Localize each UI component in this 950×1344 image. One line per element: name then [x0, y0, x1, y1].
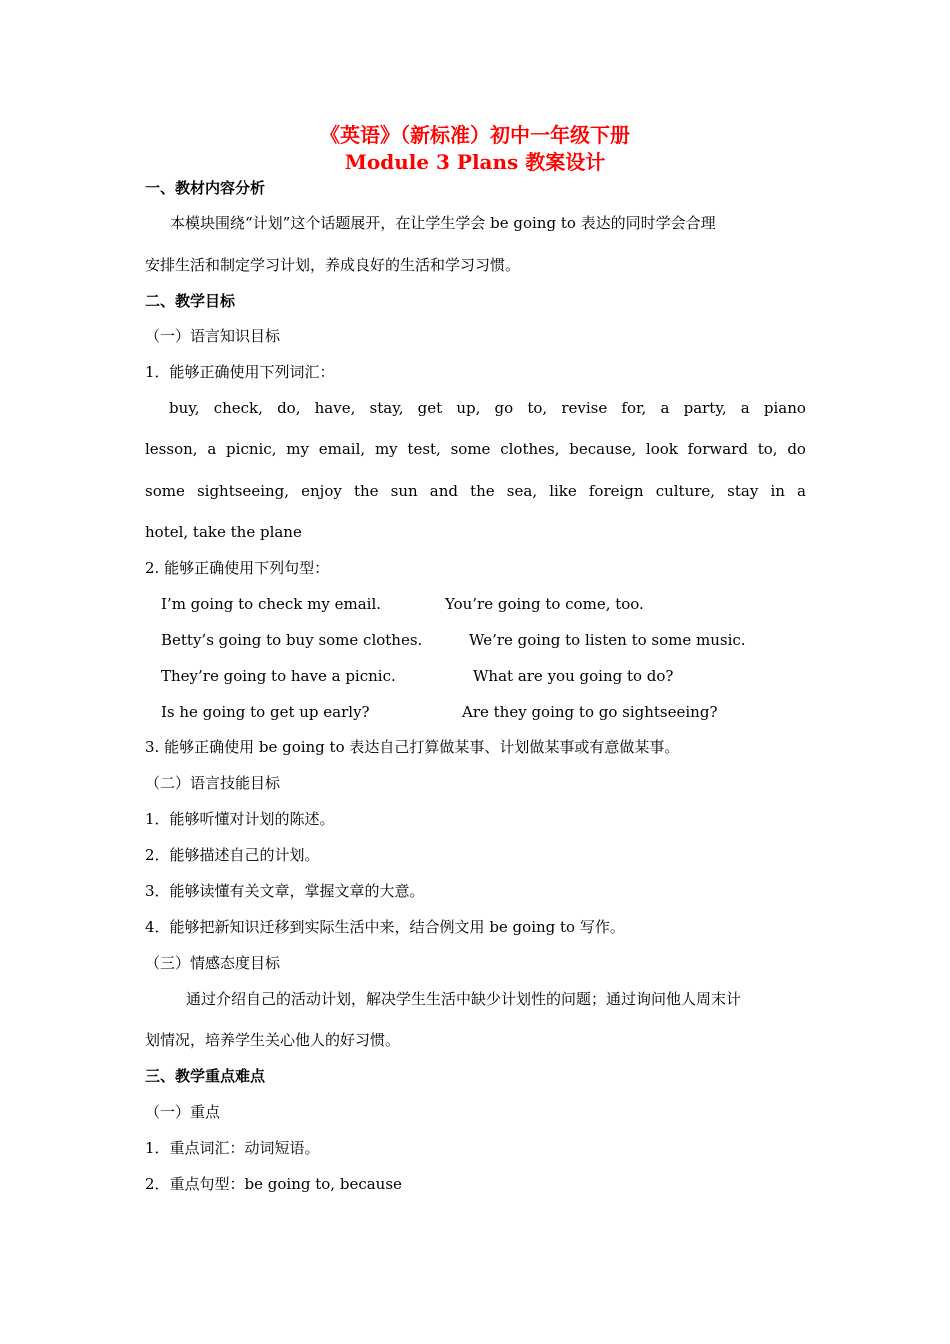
vocabulary-word: sightseeing, [196, 482, 290, 500]
section-heading-material-analysis: 一、教材内容分析 [145, 179, 266, 197]
document-title-line1: 《英语》（新标准）初中一年级下册 [320, 123, 630, 147]
vocabulary-word: the [470, 482, 495, 500]
vocabulary-word: party, [683, 399, 727, 417]
vocabulary-word: a [797, 482, 806, 500]
vocabulary-word: do [787, 440, 806, 458]
vocabulary-word: to, [527, 399, 548, 417]
vocabulary-word: some [450, 440, 491, 458]
sentence-pattern: I’m going to check my email. [161, 595, 382, 613]
objective-item-vocabulary: 1．能够正确使用下列词汇： [145, 363, 335, 381]
vocabulary-word: my [374, 440, 398, 458]
material-analysis-paragraph-line2: 安排生活和制定学习计划，养成良好的生活和学习习惯。 [145, 256, 521, 274]
key-point-item: 1．重点词汇：动词短语。 [145, 1139, 320, 1157]
vocabulary-word: stay [727, 482, 759, 500]
vocabulary-word: in [770, 482, 785, 500]
vocabulary-line-2 [145, 438, 806, 460]
subheading-key-points: （一）重点 [145, 1103, 221, 1121]
vocabulary-word: get [417, 399, 443, 417]
section-heading-key-difficult-points: 三、教学重点难点 [145, 1067, 266, 1085]
key-point-item: 2．重点句型：be going to, because [145, 1175, 402, 1193]
skill-item: 2．能够描述自己的计划。 [145, 846, 320, 864]
skill-item: 3．能够读懂有关文章，掌握文章的大意。 [145, 882, 425, 900]
vocabulary-line-4: hotel, take the plane [145, 523, 302, 541]
vocabulary-word: because, [569, 440, 637, 458]
sentence-pattern: Betty’s going to buy some clothes. [161, 631, 423, 649]
vocabulary-word: have, [314, 399, 356, 417]
vocabulary-word: sun [390, 482, 418, 500]
vocabulary-word: up, [456, 399, 481, 417]
vocabulary-word: go [494, 399, 514, 417]
vocabulary-line-3 [145, 480, 806, 502]
vocabulary-word: look [645, 440, 678, 458]
document-title-line2: Module 3 Plans 教案设计 [344, 150, 606, 174]
subheading-language-knowledge: （一）语言知识目标 [145, 327, 281, 345]
vocabulary-word: and [429, 482, 458, 500]
vocabulary-word: some [145, 482, 185, 500]
vocabulary-word: a [660, 399, 670, 417]
vocabulary-word: enjoy [301, 482, 342, 500]
vocabulary-word: culture, [655, 482, 716, 500]
vocabulary-word: piano [763, 399, 806, 417]
vocabulary-word: forward [687, 440, 748, 458]
vocabulary-word: picnic, [226, 440, 277, 458]
sentence-pattern: We’re going to listen to some music. [469, 631, 746, 649]
vocabulary-word: check, [213, 399, 263, 417]
objective-item-sentence-patterns: 2. 能够正确使用下列句型： [145, 559, 330, 577]
vocabulary-word: sea, [506, 482, 538, 500]
vocabulary-word: revise [561, 399, 608, 417]
vocabulary-word: a [207, 440, 217, 458]
section-heading-teaching-objectives: 二、教学目标 [145, 292, 236, 310]
attitude-paragraph-line2: 划情况，培养学生关心他人的好习惯。 [145, 1031, 401, 1049]
vocabulary-word: email, [318, 440, 366, 458]
vocabulary-word: do, [277, 399, 301, 417]
sentence-pattern: Are they going to go sightseeing? [462, 703, 718, 721]
sentence-pattern: Is he going to get up early? [161, 703, 370, 721]
vocabulary-word: the [353, 482, 379, 500]
skill-item: 4．能够把新知识迁移到实际生活中来，结合例文用 be going to 写作。 [145, 918, 625, 936]
sentence-pattern: They’re going to have a picnic. [161, 667, 396, 685]
sentence-pattern: You’re going to come, too. [445, 595, 644, 613]
vocabulary-word: like [549, 482, 577, 500]
vocabulary-word: lesson, [145, 440, 198, 458]
vocabulary-word: stay, [369, 399, 404, 417]
subheading-language-skills: （二）语言技能目标 [145, 774, 281, 792]
objective-item-be-going-to: 3. 能够正确使用 be going to 表达自己打算做某事、计划做某事或有意做某事。 [145, 738, 680, 756]
skill-item: 1．能够听懂对计划的陈述。 [145, 810, 335, 828]
vocabulary-word: buy, [169, 399, 200, 417]
vocabulary-word: for, [621, 399, 647, 417]
sentence-pattern: What are you going to do? [473, 667, 674, 685]
vocabulary-word: a [740, 399, 750, 417]
vocabulary-word: clothes, [500, 440, 560, 458]
attitude-paragraph-line1: 通过介绍自己的活动计划，解决学生生活中缺少计划性的问题；通过询问他人周末计 [186, 990, 742, 1008]
vocabulary-word: test, [407, 440, 441, 458]
vocabulary-line-1 [169, 397, 806, 419]
material-analysis-paragraph-line1: 本模块围绕“计划”这个话题展开，在让学生学会 be going to 表达的同时学会合理 [170, 214, 716, 232]
subheading-attitude-objectives: （三）情感态度目标 [145, 954, 281, 972]
vocabulary-word: to, [757, 440, 778, 458]
vocabulary-word: foreign [588, 482, 644, 500]
vocabulary-word: my [286, 440, 309, 458]
